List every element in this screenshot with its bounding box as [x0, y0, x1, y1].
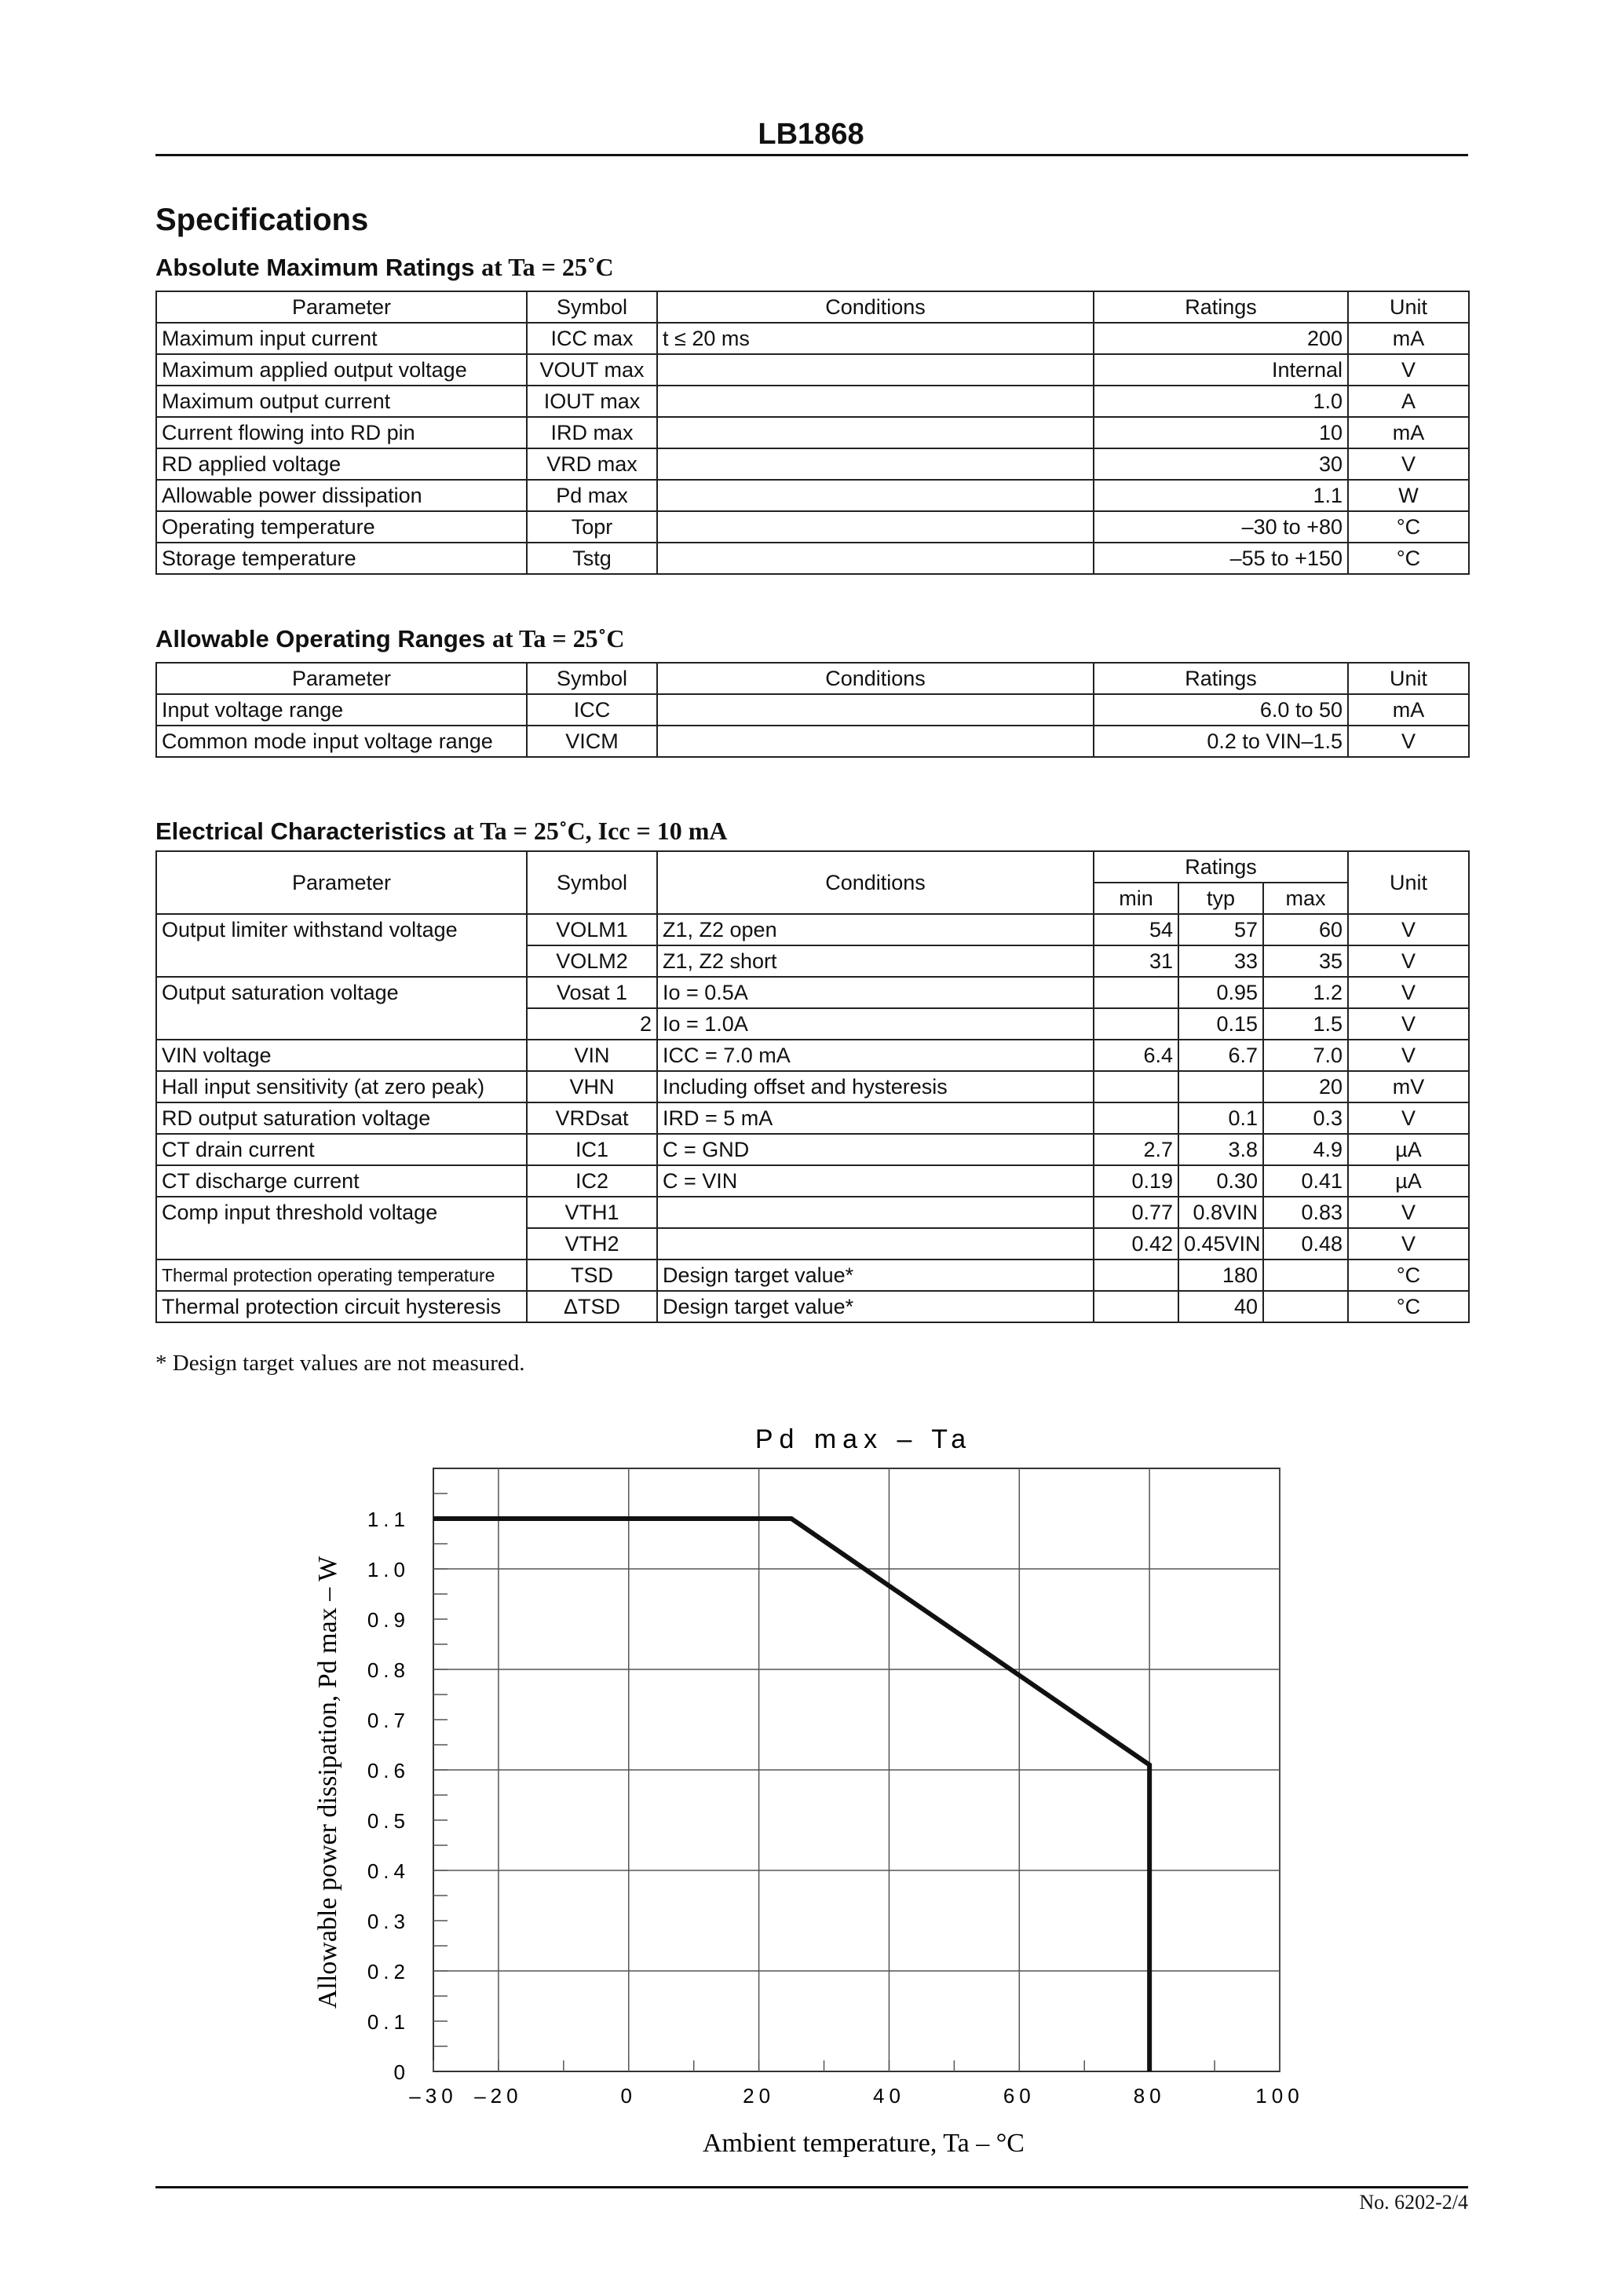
col-header: Symbol — [527, 291, 657, 323]
col-header: Conditions — [657, 291, 1094, 323]
conditions-cell — [657, 448, 1094, 480]
conditions-cell: C = GND — [657, 1134, 1094, 1165]
table-row — [156, 354, 1469, 386]
chart-grid — [433, 1468, 1280, 2071]
table-row — [156, 480, 1469, 511]
symbol-cell: TSD — [527, 1260, 657, 1291]
parameter-cell: Allowable power dissipation — [156, 480, 527, 511]
page-heading: Specifications — [155, 203, 369, 237]
op-ranges-heading — [155, 624, 624, 653]
op-ranges-title: Allowable Operating Ranges — [155, 625, 486, 653]
unit-cell: V — [1348, 1197, 1469, 1228]
symbol-cell: VRD max — [527, 448, 657, 480]
table-row — [156, 543, 1469, 574]
col-header: Parameter — [156, 663, 527, 694]
max-cell — [1263, 1291, 1348, 1322]
parameter-cell: RD applied voltage — [156, 448, 527, 480]
elec-header-row — [156, 851, 1469, 883]
parameter-cell: Comp input threshold voltage — [156, 1197, 527, 1228]
conditions-cell — [657, 694, 1094, 726]
conditions-cell — [657, 1197, 1094, 1228]
min-cell: 0.42 — [1094, 1228, 1178, 1260]
unit-cell: mA — [1348, 417, 1469, 448]
elec-title: Electrical Characteristics — [155, 817, 447, 845]
abs-max-table — [155, 291, 1470, 575]
conditions-cell: Design target value* — [657, 1291, 1094, 1322]
conditions-cell: ICC = 7.0 mA — [657, 1040, 1094, 1071]
unit-cell: V — [1348, 1008, 1469, 1040]
abs-max-title: Absolute Maximum Ratings — [155, 254, 475, 281]
max-cell: 7.0 — [1263, 1040, 1348, 1071]
unit-cell: mV — [1348, 1071, 1469, 1102]
col-header: max — [1263, 883, 1348, 914]
ratings-cell: Internal — [1094, 354, 1348, 386]
typ-cell: 0.45VIN — [1178, 1228, 1263, 1260]
col-header: Parameter — [156, 851, 527, 914]
typ-cell — [1178, 1071, 1263, 1102]
symbol-cell: VOLM1 — [527, 914, 657, 945]
min-cell: 54 — [1094, 914, 1178, 945]
typ-cell: 0.15 — [1178, 1008, 1263, 1040]
x-tick-label: 100 — [1255, 2084, 1304, 2108]
typ-cell: 57 — [1178, 914, 1263, 945]
unit-cell: V — [1348, 1040, 1469, 1071]
symbol-cell: IC2 — [527, 1165, 657, 1197]
footnote: * Design target values are not measured. — [155, 1351, 525, 1376]
table-row — [156, 511, 1469, 543]
col-header: Parameter — [156, 291, 527, 323]
parameter-cell: CT drain current — [156, 1134, 527, 1165]
ratings-cell: 1.0 — [1094, 386, 1348, 417]
symbol-cell: Topr — [527, 511, 657, 543]
symbol-cell: Pd max — [527, 480, 657, 511]
symbol-cell: ΔTSD — [527, 1291, 657, 1322]
typ-cell: 0.1 — [1178, 1102, 1263, 1134]
max-cell: 0.83 — [1263, 1197, 1348, 1228]
max-cell: 35 — [1263, 945, 1348, 977]
parameter-cell: Maximum applied output voltage — [156, 354, 527, 386]
elec-condition: at Ta = 25˚C, Icc = 10 mA — [453, 817, 728, 845]
op-ranges-condition: at Ta = 25˚C — [491, 624, 625, 653]
unit-cell: µA — [1348, 1134, 1469, 1165]
min-cell — [1094, 977, 1178, 1008]
parameter-cell: RD output saturation voltage — [156, 1102, 527, 1134]
max-cell: 0.48 — [1263, 1228, 1348, 1260]
symbol-cell: ICC max — [527, 323, 657, 354]
min-cell — [1094, 1291, 1178, 1322]
parameter-cell — [156, 1228, 527, 1260]
parameter-cell: Maximum input current — [156, 323, 527, 354]
parameter-cell — [156, 945, 527, 977]
part-number-title: LB1868 — [758, 118, 864, 151]
conditions-cell: Io = 1.0A — [657, 1008, 1094, 1040]
unit-cell: V — [1348, 448, 1469, 480]
col-header: Ratings — [1094, 291, 1348, 323]
table-row — [156, 448, 1469, 480]
parameter-cell: Thermal protection circuit hysteresis — [156, 1291, 527, 1322]
table-row — [156, 1228, 1469, 1260]
series-line — [433, 1519, 1149, 2071]
chart-title: Pd max – Ta — [754, 1424, 973, 1454]
header-rule — [155, 154, 1468, 156]
min-cell — [1094, 1260, 1178, 1291]
unit-cell: V — [1348, 945, 1469, 977]
ratings-cell: 10 — [1094, 417, 1348, 448]
max-cell: 4.9 — [1263, 1134, 1348, 1165]
conditions-cell: Z1, Z2 open — [657, 914, 1094, 945]
y-tick-label: 0.8 — [367, 1658, 410, 1682]
conditions-cell — [657, 354, 1094, 386]
abs-max-condition: at Ta = 25˚C — [481, 253, 614, 281]
table-row — [156, 914, 1469, 945]
conditions-cell — [657, 417, 1094, 448]
table-row — [156, 417, 1469, 448]
unit-cell: V — [1348, 354, 1469, 386]
typ-cell: 3.8 — [1178, 1134, 1263, 1165]
y-tick-label: 0.7 — [367, 1709, 410, 1732]
col-header: Symbol — [527, 663, 657, 694]
conditions-cell: Io = 0.5A — [657, 977, 1094, 1008]
unit-cell: °C — [1348, 1260, 1469, 1291]
col-header: Ratings — [1094, 851, 1348, 883]
table-row — [156, 694, 1469, 726]
x-tick-label: 20 — [743, 2084, 776, 2108]
symbol-cell: IC1 — [527, 1134, 657, 1165]
unit-cell: °C — [1348, 543, 1469, 574]
col-header: typ — [1178, 883, 1263, 914]
conditions-cell — [657, 543, 1094, 574]
y-tick-label: 1.0 — [367, 1558, 410, 1581]
x-tick-label: 80 — [1133, 2084, 1166, 2108]
min-cell — [1094, 1102, 1178, 1134]
y-tick-label: 0.4 — [367, 1859, 410, 1883]
y-tick-label: 1.1 — [367, 1508, 410, 1531]
max-cell: 0.3 — [1263, 1102, 1348, 1134]
conditions-cell — [657, 511, 1094, 543]
y-tick-label: 0.2 — [367, 1960, 410, 1983]
unit-cell: A — [1348, 386, 1469, 417]
col-header: Symbol — [527, 851, 657, 914]
parameter-cell: CT discharge current — [156, 1165, 527, 1197]
footer-rule — [155, 2186, 1468, 2188]
table-row — [156, 323, 1469, 354]
symbol-cell: ICC — [527, 694, 657, 726]
elec-heading — [155, 817, 727, 846]
symbol-cell: IOUT max — [527, 386, 657, 417]
unit-cell: µA — [1348, 1165, 1469, 1197]
table-row — [156, 977, 1469, 1008]
max-cell — [1263, 1260, 1348, 1291]
parameter-cell: Storage temperature — [156, 543, 527, 574]
conditions-cell: Z1, Z2 short — [657, 945, 1094, 977]
symbol-cell: IRD max — [527, 417, 657, 448]
chart-x-label: Ambient temperature, Ta – °C — [703, 2129, 1025, 2158]
x-tick-label: –20 — [474, 2084, 523, 2108]
parameter-cell: Common mode input voltage range — [156, 726, 527, 757]
col-header: Conditions — [657, 851, 1094, 914]
col-header: min — [1094, 883, 1178, 914]
conditions-cell — [657, 480, 1094, 511]
parameter-cell: Input voltage range — [156, 694, 527, 726]
conditions-cell — [657, 726, 1094, 757]
table-row — [156, 1165, 1469, 1197]
min-cell: 6.4 — [1094, 1040, 1178, 1071]
chart-ticks — [367, 1493, 1304, 2108]
typ-cell: 180 — [1178, 1260, 1263, 1291]
table-row — [156, 1040, 1469, 1071]
chart-series — [433, 1519, 1149, 2071]
ratings-cell: 6.0 to 50 — [1094, 694, 1348, 726]
conditions-cell — [657, 386, 1094, 417]
symbol-cell: VTH1 — [527, 1197, 657, 1228]
table-row — [156, 945, 1469, 977]
typ-cell: 0.8VIN — [1178, 1197, 1263, 1228]
symbol-cell: VIN — [527, 1040, 657, 1071]
typ-cell: 6.7 — [1178, 1040, 1263, 1071]
unit-cell: mA — [1348, 323, 1469, 354]
parameter-cell: Output limiter withstand voltage — [156, 914, 527, 945]
typ-cell: 0.95 — [1178, 977, 1263, 1008]
elec-table — [155, 850, 1470, 1323]
parameter-cell: Maximum output current — [156, 386, 527, 417]
col-header: Unit — [1348, 851, 1469, 914]
min-cell — [1094, 1071, 1178, 1102]
typ-cell: 40 — [1178, 1291, 1263, 1322]
table-row — [156, 1008, 1469, 1040]
table-row — [156, 1291, 1469, 1322]
abs-max-header-row — [156, 291, 1469, 323]
unit-cell: °C — [1348, 1291, 1469, 1322]
table-row — [156, 1260, 1469, 1291]
y-tick-label: 0 — [393, 2060, 410, 2084]
table-row — [156, 1134, 1469, 1165]
unit-cell: V — [1348, 914, 1469, 945]
max-cell: 1.5 — [1263, 1008, 1348, 1040]
pd-ta-chart — [0, 1413, 1622, 2167]
y-tick-label: 0.3 — [367, 1910, 410, 1933]
table-row — [156, 386, 1469, 417]
y-tick-label: 0.6 — [367, 1759, 410, 1782]
symbol-cell: VTH2 — [527, 1228, 657, 1260]
typ-cell: 33 — [1178, 945, 1263, 977]
table-row — [156, 1102, 1469, 1134]
ratings-cell: 1.1 — [1094, 480, 1348, 511]
parameter-cell: Current flowing into RD pin — [156, 417, 527, 448]
unit-cell: W — [1348, 480, 1469, 511]
conditions-cell: IRD = 5 mA — [657, 1102, 1094, 1134]
conditions-cell — [657, 1228, 1094, 1260]
symbol-cell: VHN — [527, 1071, 657, 1102]
ratings-cell: –30 to +80 — [1094, 511, 1348, 543]
parameter-cell: Output saturation voltage — [156, 977, 527, 1008]
ratings-cell: –55 to +150 — [1094, 543, 1348, 574]
table-row — [156, 1071, 1469, 1102]
unit-cell: V — [1348, 1102, 1469, 1134]
conditions-cell: t ≤ 20 ms — [657, 323, 1094, 354]
ratings-cell: 200 — [1094, 323, 1348, 354]
page-number: No. 6202-2/4 — [1359, 2191, 1468, 2214]
max-cell: 60 — [1263, 914, 1348, 945]
col-header: Unit — [1348, 291, 1469, 323]
symbol-cell: 2 — [527, 1008, 657, 1040]
unit-cell: V — [1348, 726, 1469, 757]
parameter-cell: Thermal protection operating temperature — [156, 1260, 527, 1291]
ratings-cell: 30 — [1094, 448, 1348, 480]
chart-y-label: Allowable power dissipation, Pd max – W — [313, 1556, 342, 2009]
parameter-cell: Hall input sensitivity (at zero peak) — [156, 1071, 527, 1102]
op-ranges-header-row — [156, 663, 1469, 694]
unit-cell: mA — [1348, 694, 1469, 726]
symbol-cell: Tstg — [527, 543, 657, 574]
y-tick-label: 0.5 — [367, 1809, 410, 1833]
abs-max-heading — [155, 253, 614, 282]
conditions-cell: Including offset and hysteresis — [657, 1071, 1094, 1102]
unit-cell: V — [1348, 1228, 1469, 1260]
col-header: Unit — [1348, 663, 1469, 694]
min-cell: 0.77 — [1094, 1197, 1178, 1228]
conditions-cell: C = VIN — [657, 1165, 1094, 1197]
y-tick-label: 0.9 — [367, 1608, 410, 1632]
col-header: Conditions — [657, 663, 1094, 694]
x-tick-label: 0 — [620, 2084, 637, 2108]
conditions-cell: Design target value* — [657, 1260, 1094, 1291]
parameter-cell: VIN voltage — [156, 1040, 527, 1071]
min-cell: 0.19 — [1094, 1165, 1178, 1197]
x-tick-label: 60 — [1003, 2084, 1036, 2108]
min-cell: 2.7 — [1094, 1134, 1178, 1165]
max-cell: 0.41 — [1263, 1165, 1348, 1197]
symbol-cell: VRDsat — [527, 1102, 657, 1134]
max-cell: 1.2 — [1263, 977, 1348, 1008]
y-tick-label: 0.1 — [367, 2010, 410, 2034]
unit-cell: V — [1348, 977, 1469, 1008]
table-row — [156, 1197, 1469, 1228]
ratings-cell: 0.2 to VIN–1.5 — [1094, 726, 1348, 757]
typ-cell: 0.30 — [1178, 1165, 1263, 1197]
symbol-cell: Vosat 1 — [527, 977, 657, 1008]
x-tick-label: 40 — [873, 2084, 905, 2108]
symbol-cell: VOUT max — [527, 354, 657, 386]
parameter-cell: Operating temperature — [156, 511, 527, 543]
min-cell — [1094, 1008, 1178, 1040]
min-cell: 31 — [1094, 945, 1178, 977]
symbol-cell: VICM — [527, 726, 657, 757]
parameter-cell — [156, 1008, 527, 1040]
symbol-cell: VOLM2 — [527, 945, 657, 977]
max-cell: 20 — [1263, 1071, 1348, 1102]
table-row — [156, 726, 1469, 757]
x-tick-label: –30 — [409, 2084, 458, 2108]
op-ranges-table — [155, 662, 1470, 758]
col-header: Ratings — [1094, 663, 1348, 694]
unit-cell: °C — [1348, 511, 1469, 543]
